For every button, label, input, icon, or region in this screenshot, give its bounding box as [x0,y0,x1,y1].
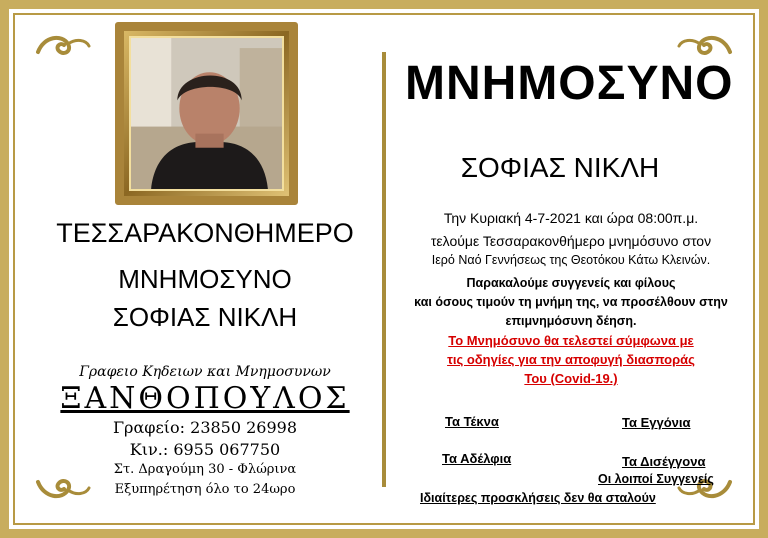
left-line-2: ΜΝΗΜΟΣΥΝΟ [118,264,292,294]
announcement-line-4: Παρακαλούμε συγγενείς και φίλους [466,276,676,290]
announcement-line-5: και όσους τιμούν τη μνήμη της, να προσέλθουν στην [414,295,728,309]
announcement-line-1: Την Κυριακή 4-7-2021 και ώρα 08:00π.μ. [443,210,699,226]
left-line-3: ΣΟΦΙΑΣ ΝΙΚΛΗ [112,302,298,332]
signature-grandchildren: Τα Εγγόνια [622,415,691,430]
office-brand: ΞΑΝΘΟΠΟΥΛΟΣ [60,381,350,416]
vertical-divider [382,52,386,487]
signature-siblings: Τα Αδέλφια [442,451,512,466]
portrait-frame [115,22,298,205]
signature-great-grandchildren: Τα Δισέγγονα [622,454,706,469]
office-phone: Γραφείο: 23850 26998 [112,418,298,437]
signature-footer: Ιδιαίτερες προσκλήσεις δεν θα σταλούν [420,491,656,505]
announcement-line-3: Ιερό Ναό Γεννήσεως της Θεοτόκου Κάτω Κλεινών. [431,253,711,267]
office-service: Εξυπηρέτηση όλο το 24ωρο [114,482,296,497]
office-mobile: Κιν.: 6955 067750 [129,440,281,459]
announcement-line-6: επιμνημόσυνη δέηση. [505,314,637,328]
announcement-line-2: τελούμε Τεσσαρακονθήμερο μνημόσυνο στον [430,233,712,249]
portrait-photo [129,36,284,191]
left-line-1: ΤΕΣΣΑΡΑΚΟΝΘΗΜΕΡΟ [56,218,354,248]
covid-notice-line-1: Το Μνημόσυνο θα τελεστεί σύμφωνα με [448,333,694,348]
covid-notice-line-2: τις οδηγίες για την αποφυγή διασποράς [447,352,695,367]
signature-children: Τα Τέκνα [445,414,499,429]
signature-other-relatives: Οι λοιποί Συγγενείς [598,472,714,486]
covid-notice-line-3: Του (Covid-19.) [524,371,618,386]
portrait-icon [131,38,282,189]
deceased-name: ΣΟΦΙΑΣ ΝΙΚΛΗ [460,152,660,183]
ornament-top-left-icon [34,30,92,60]
page-title: ΜΝΗΜΟΣΥΝΟ [405,57,734,110]
office-title: Γραφειο Κηδειων και Μνημοσυνων [79,364,331,380]
office-address: Στ. Δραγούμη 30 - Φλώρινα [113,462,297,477]
